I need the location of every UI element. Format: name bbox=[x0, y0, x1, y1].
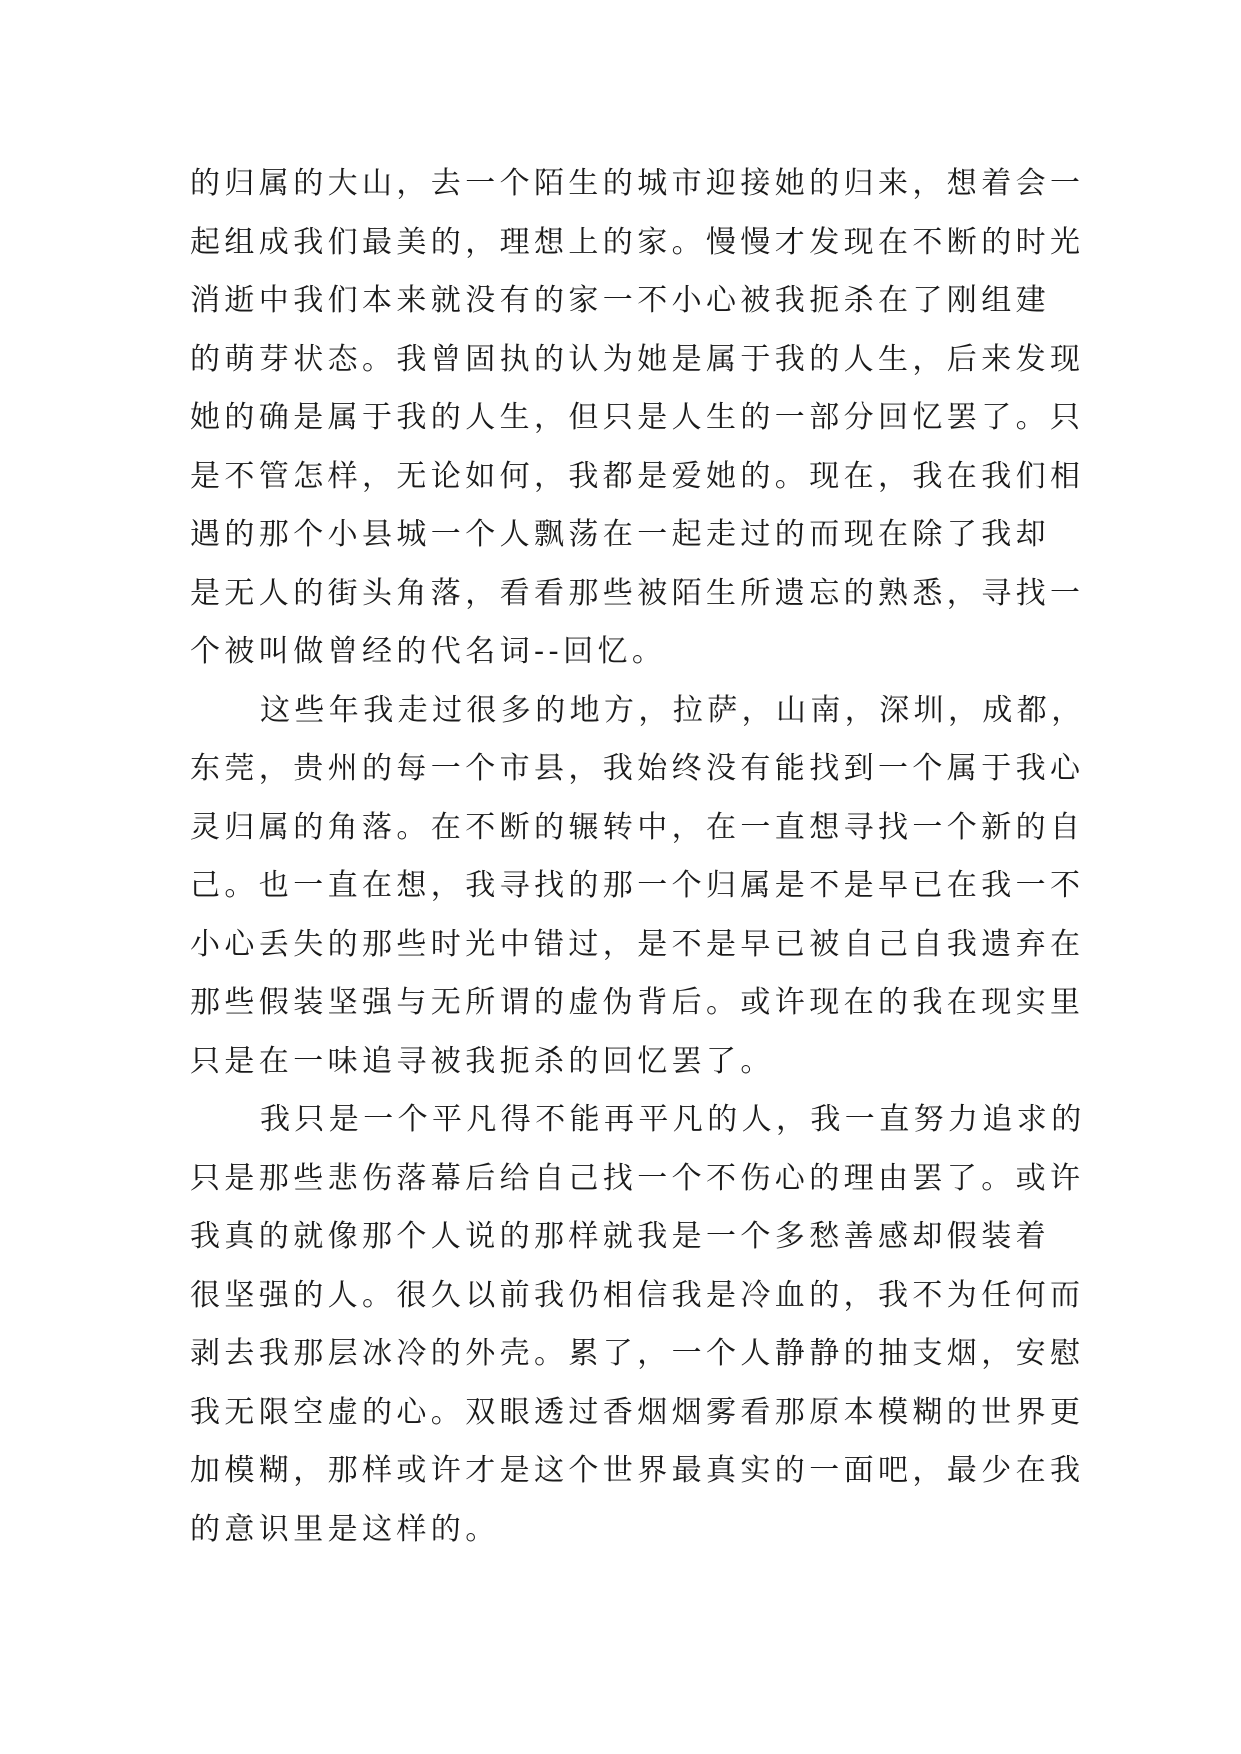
text-line-indented: 我只是一个平凡得不能再平凡的人，我一直努力追求的 bbox=[260, 1102, 1086, 1137]
text-line: 灵归属的角落。在不断的辗转中，在一直想寻找一个新的自 bbox=[190, 809, 1085, 845]
text-line: 剥去我那层冰冷的外壳。累了，一个人静静的抽支烟，安慰 bbox=[190, 1336, 1085, 1371]
text-line: 很坚强的人。很久以前我仍相信我是冷血的，我不为任何而 bbox=[190, 1277, 1085, 1313]
text-line: 只是在一味追寻被我扼杀的回忆罢了。 bbox=[190, 1043, 775, 1079]
text-line: 消逝中我们本来就没有的家一不小心被我扼杀在了刚组建 bbox=[190, 283, 1050, 318]
text-line: 的意识里是这样的。 bbox=[190, 1511, 500, 1547]
text-line: 东莞，贵州的每一个市县，我始终没有能找到一个属于我心 bbox=[190, 751, 1085, 786]
paragraph-1 bbox=[190, 155, 1085, 682]
document-body bbox=[190, 155, 1086, 1559]
text-line: 个被叫做曾经的代名词--回忆。 bbox=[190, 634, 667, 669]
text-line: 那些假装坚强与无所谓的虚伪背后。或许现在的我在现实里 bbox=[190, 985, 1085, 1020]
text-line: 的归属的大山，去一个陌生的城市迎接她的归来，想着会一 bbox=[190, 166, 1085, 201]
text-line: 是无人的街头角落，看看那些被陌生所遗忘的熟悉，寻找一 bbox=[190, 575, 1085, 611]
text-line: 我无限空虚的心。双眼透过香烟烟雾看那原本模糊的世界更 bbox=[190, 1394, 1085, 1430]
text-line: 小心丢失的那些时光中错过，是不是早已被自己自我遗弃在 bbox=[190, 926, 1085, 962]
text-line: 只是那些悲伤落幕后给自己找一个不伤心的理由罢了。或许 bbox=[190, 1160, 1085, 1196]
text-line: 遇的那个小县城一个人飘荡在一起走过的而现在除了我却 bbox=[190, 517, 1050, 552]
text-line: 己。也一直在想，我寻找的那一个归属是不是早已在我一不 bbox=[190, 868, 1085, 903]
text-line: 我真的就像那个人说的那样就我是一个多愁善感却假装着 bbox=[190, 1219, 1050, 1254]
paragraph-3 bbox=[190, 1091, 1086, 1559]
text-line: 她的确是属于我的人生，但只是人生的一部分回忆罢了。只 bbox=[190, 400, 1085, 435]
text-line: 的萌芽状态。我曾固执的认为她是属于我的人生，后来发现 bbox=[190, 341, 1085, 377]
paragraph-2 bbox=[190, 682, 1086, 1092]
text-line-indented: 这些年我走过很多的地方，拉萨，山南，深圳，成都， bbox=[260, 692, 1086, 728]
text-line: 是不管怎样，无论如何，我都是爱她的。现在，我在我们相 bbox=[190, 458, 1085, 494]
text-line: 加模糊，那样或许才是这个世界最真实的一面吧，最少在我 bbox=[190, 1453, 1085, 1488]
text-line: 起组成我们最美的，理想上的家。慢慢才发现在不断的时光 bbox=[190, 224, 1085, 260]
